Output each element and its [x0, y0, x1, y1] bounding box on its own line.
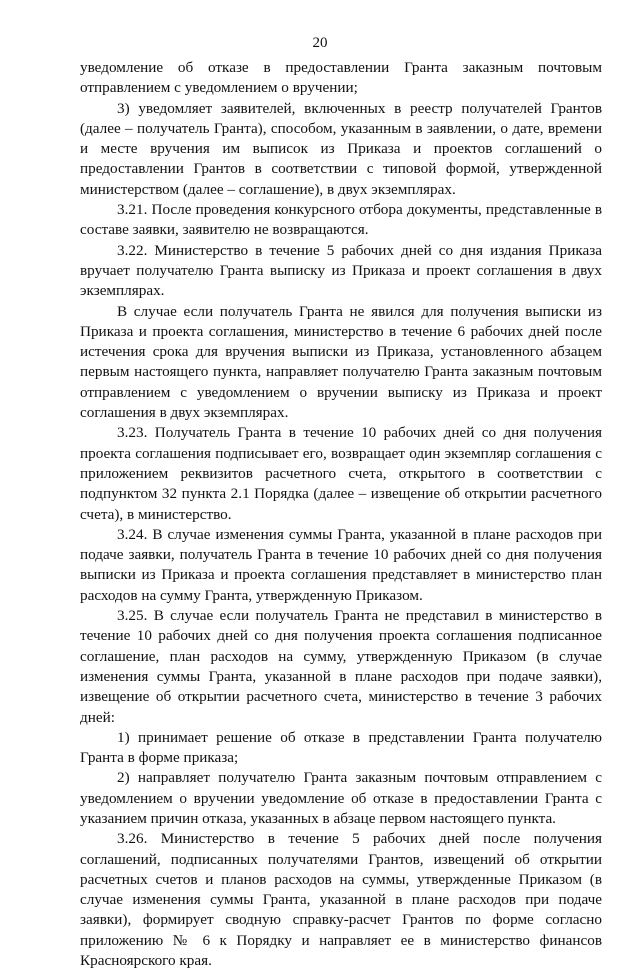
paragraph: уведомление об отказе в предоставлении Гранта заказным почтовым отправлением с уведомлением о вручении; — [80, 59, 602, 97]
paragraph: 3.23. Получатель Гранта в течение 10 рабочих дней со дня получения проекта соглашения подписывает его, возвращает один экземпляр соглашения с приложением реквизитов расчетного счета, открытого в соответствии с подпунктом 32 пункта 2.1 Порядка (далее – извещение об открытии расчетного счета), в министерство. — [80, 424, 602, 523]
paragraph: 3.25. В случае если получатель Гранта не представил в министерство в течение 10 рабочих дней со дня получения проекта соглашения подписанное соглашение, план расходов на сумму, утвержденную Приказом (в случае изменения суммы Гранта, указанной в плане расходов при подаче заявки), извещение об открытии расчетного счета, министерство в течение 3 рабочих дней: — [80, 607, 602, 726]
paragraph: 1) принимает решение об отказе в представлении Гранта получателю Гранта в форме приказа; — [80, 728, 602, 767]
paragraph: В случае если получатель Гранта не явился для получения выписки из Приказа и проекта соглашения, министерство в течение 6 рабочих дней после истечения срока для вручения выписки из Приказа, установленного абзацем первым настоящего пункта, направляет получателю Гранта заказным почтовым отправлением с уведомлением о вручении выписку из Приказа и проект соглашения в двух экземплярах. — [80, 302, 602, 422]
paragraph: 3.21. После проведения конкурсного отбора документы, представленные в составе заявки, заявителю не возвращаются. — [80, 201, 602, 239]
paragraph: 3.26. Министерство в течение 5 рабочих дней после получения соглашений, подписанных получателями Грантов, извещений об открытии расчетных счетов и планов расходов на суммы, утвержденные Приказом (в случае изменения суммы Гранта, указанной в плане расходов при подаче заявки), формирует сводную справку-расчет Грантов по форме согласно приложению № 6 к Порядку и направляет ее в министерство финансов Красноярского края. — [80, 830, 602, 970]
paragraph: 3.22. Министерство в течение 5 рабочих дней со дня издания Приказа вручает получателю Гранта выписку из Приказа и проект соглашения в двух экземплярах. — [80, 241, 602, 300]
page-number: 20 — [312, 35, 328, 51]
paragraph: 2) направляет получателю Гранта заказным почтовым отправлением с уведомлением о вручении уведомление об отказе в предоставлении Гранта с указанием причин отказа, указанных в абзаце первом настоящего пункта. — [80, 769, 602, 827]
paragraph: 3) уведомляет заявителей, включенных в реестр получателей Грантов (далее – получатель Гранта), способом, указанным в заявлении, о дате, времени и месте вручения им выписок из Приказа и проектов соглашений о предоставлении Грантов в соответствии с типовой формой, утвержденной министерством (далее – соглашение), в двух экземплярах. — [80, 99, 602, 198]
document-body — [80, 58, 602, 971]
paragraph: 3.24. В случае изменения суммы Гранта, указанной в плане расходов при подаче заявки, получатель Гранта в течение 10 рабочих дней со дня получения выписки из Приказа и проекта соглашения представляет в министерство план расходов на сумму Гранта, утвержденную Приказом. — [80, 525, 602, 604]
